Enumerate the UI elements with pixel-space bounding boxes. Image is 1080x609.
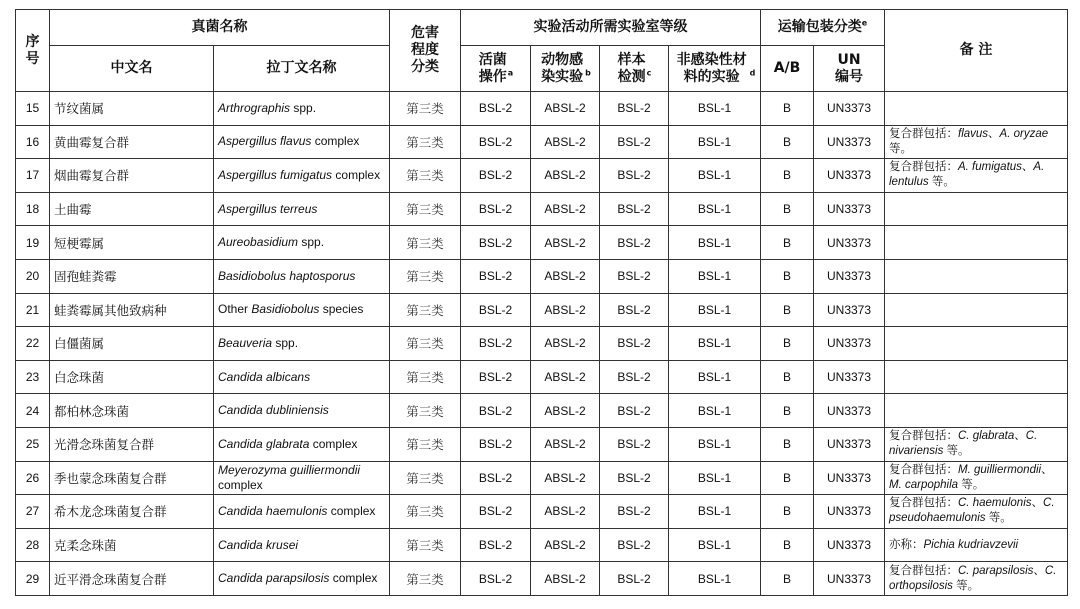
sample-test-level: BSL-2 <box>600 327 669 361</box>
sample-test-level: BSL-2 <box>600 461 669 495</box>
chinese-name: 固孢蛙粪霉 <box>50 259 214 293</box>
animal-infect-level: ABSL-2 <box>531 327 600 361</box>
transport-ab: B <box>761 125 814 159</box>
hazard-header: 危害程度分类 <box>390 10 461 92</box>
un-number: UN3373 <box>814 125 885 159</box>
latin-name: Other Basidiobolus species <box>214 293 390 327</box>
sample-test-header: 样本检测$^c$ <box>600 46 669 92</box>
noninfectious-level: BSL-1 <box>669 461 761 495</box>
latin-name: Candida albicans <box>214 360 390 394</box>
animal-infect-level: ABSL-2 <box>531 159 600 193</box>
transport-ab: B <box>761 495 814 529</box>
note <box>885 226 1068 260</box>
sample-test-level: BSL-2 <box>600 125 669 159</box>
table-row <box>16 192 1068 226</box>
hazard-class: 第三类 <box>390 293 461 327</box>
un-number: UN3373 <box>814 360 885 394</box>
header-row-1 <box>16 10 1068 46</box>
note: 复合群包括：flavus、A. oryzae 等。 <box>885 125 1068 159</box>
note: 复合群包括：C. haemulonis、C. pseudohaemulonis 等。 <box>885 495 1068 529</box>
transport-ab: B <box>761 528 814 562</box>
noninfectious-level: BSL-1 <box>669 360 761 394</box>
un-number: UN3373 <box>814 394 885 428</box>
chinese-name: 黄曲霉复合群 <box>50 125 214 159</box>
sample-test-level: BSL-2 <box>600 427 669 461</box>
row-number: 25 <box>16 427 50 461</box>
transport-ab: B <box>761 427 814 461</box>
sample-test-level: BSL-2 <box>600 226 669 260</box>
note <box>885 394 1068 428</box>
chinese-name: 短梗霉属 <box>50 226 214 260</box>
noninfectious-level: BSL-1 <box>669 394 761 428</box>
chinese-name: 烟曲霉复合群 <box>50 159 214 193</box>
hazard-class: 第三类 <box>390 159 461 193</box>
latin-name: Candida parapsilosis complex <box>214 562 390 596</box>
chinese-name: 希木龙念珠菌复合群 <box>50 495 214 529</box>
un-number: UN3373 <box>814 226 885 260</box>
un-number: UN3373 <box>814 192 885 226</box>
hazard-class: 第三类 <box>390 562 461 596</box>
latin-name: Candida haemulonis complex <box>214 495 390 529</box>
noninfectious-level: BSL-1 <box>669 528 761 562</box>
latin-name: Beauveria spp. <box>214 327 390 361</box>
animal-infect-level: ABSL-2 <box>531 92 600 126</box>
live-op-level: BSL-2 <box>461 259 531 293</box>
table-row <box>16 427 1068 461</box>
live-op-level: BSL-2 <box>461 327 531 361</box>
animal-infect-level: ABSL-2 <box>531 394 600 428</box>
table-row <box>16 159 1068 193</box>
table-row <box>16 327 1068 361</box>
transport-ab: B <box>761 394 814 428</box>
note: 复合群包括：C. glabrata、C. nivariensis 等。 <box>885 427 1068 461</box>
sample-test-level: BSL-2 <box>600 159 669 193</box>
noninfectious-level: BSL-1 <box>669 226 761 260</box>
latin-name: Aspergillus flavus complex <box>214 125 390 159</box>
note <box>885 259 1068 293</box>
note: 亦称：Pichia kudriavzevii <box>885 528 1068 562</box>
row-number: 28 <box>16 528 50 562</box>
row-number: 15 <box>16 92 50 126</box>
fungus-name-header: 真菌名称 <box>50 10 390 46</box>
chinese-name: 土曲霉 <box>50 192 214 226</box>
row-number: 21 <box>16 293 50 327</box>
transport-header: 运输包装分类$^e$ <box>761 10 885 46</box>
noninfectious-header: 非感染性材料的实验 $^d$ <box>669 46 761 92</box>
row-number: 26 <box>16 461 50 495</box>
latin-name: Aspergillus fumigatus complex <box>214 159 390 193</box>
noninfectious-level: BSL-1 <box>669 495 761 529</box>
transport-ab: B <box>761 226 814 260</box>
animal-infect-level: ABSL-2 <box>531 461 600 495</box>
chinese-name: 白僵菌属 <box>50 327 214 361</box>
table-row <box>16 495 1068 529</box>
row-number: 24 <box>16 394 50 428</box>
transport-ab: B <box>761 159 814 193</box>
transport-ab: B <box>761 562 814 596</box>
fungi-classification-table <box>15 9 1068 596</box>
chinese-name: 克柔念珠菌 <box>50 528 214 562</box>
sample-test-level: BSL-2 <box>600 394 669 428</box>
animal-infect-level: ABSL-2 <box>531 495 600 529</box>
un-number: UN3373 <box>814 327 885 361</box>
sample-test-level: BSL-2 <box>600 495 669 529</box>
latin-name: Aspergillus terreus <box>214 192 390 226</box>
animal-infect-level: ABSL-2 <box>531 562 600 596</box>
transport-ab: B <box>761 461 814 495</box>
un-number: UN3373 <box>814 461 885 495</box>
note: 复合群包括：A. fumigatus、A. lentulus 等。 <box>885 159 1068 193</box>
row-number: 20 <box>16 259 50 293</box>
animal-infect-level: ABSL-2 <box>531 427 600 461</box>
table-header <box>16 10 1068 92</box>
table-row <box>16 226 1068 260</box>
latin-name: Candida dubliniensis <box>214 394 390 428</box>
live-op-level: BSL-2 <box>461 92 531 126</box>
live-op-level: BSL-2 <box>461 394 531 428</box>
row-number: 23 <box>16 360 50 394</box>
live-op-level: BSL-2 <box>461 125 531 159</box>
live-op-level: BSL-2 <box>461 226 531 260</box>
sample-test-level: BSL-2 <box>600 293 669 327</box>
sample-test-level: BSL-2 <box>600 92 669 126</box>
table-row <box>16 125 1068 159</box>
note: 复合群包括：C. parapsilosis、C. orthopsilosis 等。 <box>885 562 1068 596</box>
latin-name: Candida glabrata complex <box>214 427 390 461</box>
latin-name: Aureobasidium spp. <box>214 226 390 260</box>
live-op-level: BSL-2 <box>461 192 531 226</box>
table-row <box>16 293 1068 327</box>
lab-level-header: 实验活动所需实验室等级 <box>461 10 761 46</box>
note <box>885 293 1068 327</box>
table-row <box>16 461 1068 495</box>
animal-infect-level: ABSL-2 <box>531 360 600 394</box>
hazard-class: 第三类 <box>390 394 461 428</box>
latin-name: Basidiobolus haptosporus <box>214 259 390 293</box>
animal-infect-level: ABSL-2 <box>531 192 600 226</box>
chinese-name-header: 中文名 <box>50 46 214 92</box>
row-number: 22 <box>16 327 50 361</box>
un-number: UN3373 <box>814 562 885 596</box>
un-number: UN3373 <box>814 92 885 126</box>
ab-header: A/B <box>761 46 814 92</box>
row-number: 19 <box>16 226 50 260</box>
hazard-class: 第三类 <box>390 192 461 226</box>
chinese-name: 近平滑念珠菌复合群 <box>50 562 214 596</box>
transport-ab: B <box>761 92 814 126</box>
latin-name: Candida krusei <box>214 528 390 562</box>
live-op-level: BSL-2 <box>461 495 531 529</box>
sample-test-level: BSL-2 <box>600 360 669 394</box>
note-header: 备 注 <box>885 10 1068 92</box>
transport-ab: B <box>761 360 814 394</box>
transport-ab: B <box>761 293 814 327</box>
col-no-header: 序号 <box>16 10 50 92</box>
chinese-name: 白念珠菌 <box>50 360 214 394</box>
animal-infect-level: ABSL-2 <box>531 293 600 327</box>
live-op-level: BSL-2 <box>461 293 531 327</box>
table-row <box>16 92 1068 126</box>
noninfectious-level: BSL-1 <box>669 125 761 159</box>
noninfectious-level: BSL-1 <box>669 192 761 226</box>
hazard-class: 第三类 <box>390 92 461 126</box>
row-number: 17 <box>16 159 50 193</box>
animal-infect-header: 动物感染实验 $^b$ <box>531 46 600 92</box>
sample-test-level: BSL-2 <box>600 528 669 562</box>
transport-ab: B <box>761 327 814 361</box>
noninfectious-level: BSL-1 <box>669 427 761 461</box>
live-op-level: BSL-2 <box>461 562 531 596</box>
un-number: UN3373 <box>814 159 885 193</box>
hazard-class: 第三类 <box>390 125 461 159</box>
note <box>885 327 1068 361</box>
sample-test-level: BSL-2 <box>600 562 669 596</box>
un-number: UN3373 <box>814 259 885 293</box>
noninfectious-level: BSL-1 <box>669 327 761 361</box>
un-number: UN3373 <box>814 495 885 529</box>
table-row <box>16 394 1068 428</box>
table-body <box>16 92 1068 596</box>
hazard-class: 第三类 <box>390 528 461 562</box>
hazard-class: 第三类 <box>390 327 461 361</box>
transport-ab: B <box>761 259 814 293</box>
hazard-class: 第三类 <box>390 461 461 495</box>
note: 复合群包括：M. guilliermondii、M. carpophila 等。 <box>885 461 1068 495</box>
noninfectious-level: BSL-1 <box>669 562 761 596</box>
hazard-class: 第三类 <box>390 259 461 293</box>
row-number: 16 <box>16 125 50 159</box>
un-number: UN3373 <box>814 427 885 461</box>
noninfectious-level: BSL-1 <box>669 159 761 193</box>
un-number: UN3373 <box>814 528 885 562</box>
chinese-name: 季也蒙念珠菌复合群 <box>50 461 214 495</box>
hazard-class: 第三类 <box>390 495 461 529</box>
noninfectious-level: BSL-1 <box>669 92 761 126</box>
latin-name: Arthrographis spp. <box>214 92 390 126</box>
hazard-class: 第三类 <box>390 360 461 394</box>
row-number: 27 <box>16 495 50 529</box>
table-row <box>16 528 1068 562</box>
animal-infect-level: ABSL-2 <box>531 125 600 159</box>
chinese-name: 光滑念珠菌复合群 <box>50 427 214 461</box>
note <box>885 360 1068 394</box>
un-number: UN3373 <box>814 293 885 327</box>
table-row <box>16 259 1068 293</box>
hazard-class: 第三类 <box>390 226 461 260</box>
sample-test-level: BSL-2 <box>600 259 669 293</box>
live-op-level: BSL-2 <box>461 427 531 461</box>
live-op-level: BSL-2 <box>461 159 531 193</box>
note <box>885 92 1068 126</box>
table-row <box>16 360 1068 394</box>
live-op-header: 活菌操作$^a$ <box>461 46 531 92</box>
transport-ab: B <box>761 192 814 226</box>
live-op-level: BSL-2 <box>461 528 531 562</box>
row-number: 18 <box>16 192 50 226</box>
row-number: 29 <box>16 562 50 596</box>
live-op-level: BSL-2 <box>461 360 531 394</box>
latin-name-header: 拉丁文名称 <box>214 46 390 92</box>
noninfectious-level: BSL-1 <box>669 293 761 327</box>
chinese-name: 蛙粪霉属其他致病种 <box>50 293 214 327</box>
animal-infect-level: ABSL-2 <box>531 528 600 562</box>
live-op-level: BSL-2 <box>461 461 531 495</box>
hazard-class: 第三类 <box>390 427 461 461</box>
note <box>885 192 1068 226</box>
noninfectious-level: BSL-1 <box>669 259 761 293</box>
latin-name: Meyerozyma guilliermondii complex <box>214 461 390 495</box>
un-header: UN编号 <box>814 46 885 92</box>
table-row <box>16 562 1068 596</box>
chinese-name: 节纹菌属 <box>50 92 214 126</box>
chinese-name: 都柏林念珠菌 <box>50 394 214 428</box>
animal-infect-level: ABSL-2 <box>531 226 600 260</box>
animal-infect-level: ABSL-2 <box>531 259 600 293</box>
sample-test-level: BSL-2 <box>600 192 669 226</box>
